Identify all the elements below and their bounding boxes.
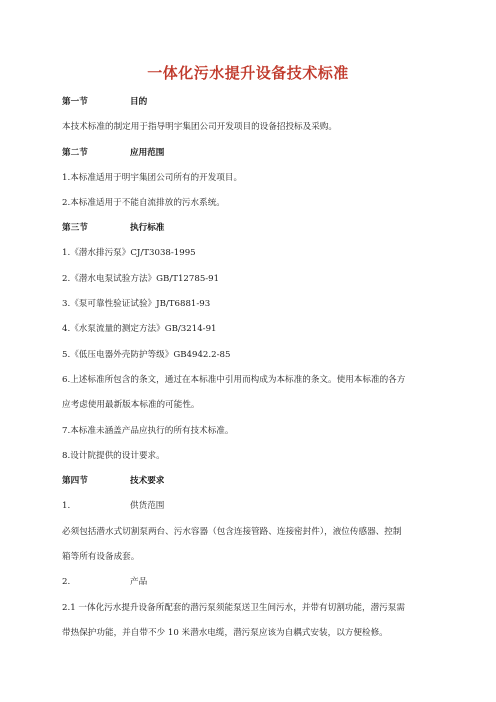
paragraph-line: 带热保护功能，并自带不少 10 米潜水电缆，潜污泵应该为自耦式安装，以方便检修。	[62, 628, 388, 638]
section-number: 第三节	[62, 223, 88, 233]
section-title: 目的	[130, 97, 148, 107]
subsection-number: 1.	[62, 501, 71, 511]
standard-item: 2.《潜水电泵试验方法》GB/T12785-91	[62, 274, 220, 284]
paragraph-line: 1.本标准适用于明宇集团公司所有的开发项目。	[62, 173, 243, 183]
section-title: 技术要求	[130, 476, 165, 486]
paragraph-line: 2.1 一体化污水提升设备所配套的潜污泵须能泵送卫生间污水，并带有切割功能，潜污泵需	[62, 603, 405, 613]
subsection-label: 供货范围	[130, 501, 165, 511]
subsection-label: 产品	[130, 577, 148, 587]
paragraph-line: 2.本标准适用于不能自流排放的污水系统。	[62, 198, 225, 208]
standard-item: 1.《潜水排污泵》CJ/T3038-1995	[62, 248, 196, 258]
section-heading	[62, 148, 164, 159]
paragraph-line: 必须包括潜水式切割泵两台、污水容器（包含连接管路、连接密封件），液位传感器、控制	[62, 527, 402, 537]
subsection-item	[62, 501, 164, 512]
subsection-number: 2.	[62, 577, 71, 587]
section-heading	[62, 97, 147, 108]
section-number: 第一节	[62, 97, 88, 107]
section-title: 执行标准	[130, 223, 165, 233]
section-number: 第二节	[62, 148, 88, 158]
paragraph-line: 本技术标准的制定用于指导明宇集团公司开发项目的设备招投标及采购。	[62, 122, 338, 132]
section-number: 第四节	[62, 476, 88, 486]
standard-item: 4.《水泵流量的测定方法》GB/3214-91	[62, 324, 217, 334]
paragraph-line: 应考虑使用最新版本标准的可能性。	[62, 400, 200, 410]
section-heading	[62, 476, 164, 487]
standard-item: 3.《泵可靠性验证试验》JB/T6881-93	[62, 299, 211, 309]
standard-item: 5.《低压电器外壳防护等级》GB4942.2-85	[62, 350, 231, 360]
paragraph-line: 6.上述标准所包含的条文，通过在本标准中引用而构成为本标准的条文。使用本标准的各方	[62, 375, 406, 385]
paragraph-line: 7.本标准未涵盖产品应执行的所有技术标准。	[62, 426, 234, 436]
paragraph-line: 8.设计院提供的设计要求。	[62, 451, 165, 461]
section-title: 应用范围	[130, 148, 165, 158]
section-heading	[62, 223, 164, 234]
paragraph-line: 箱等所有设备成套。	[62, 552, 140, 562]
document-title: 一体化污水提升设备技术标准	[147, 64, 349, 82]
subsection-item	[62, 577, 147, 588]
